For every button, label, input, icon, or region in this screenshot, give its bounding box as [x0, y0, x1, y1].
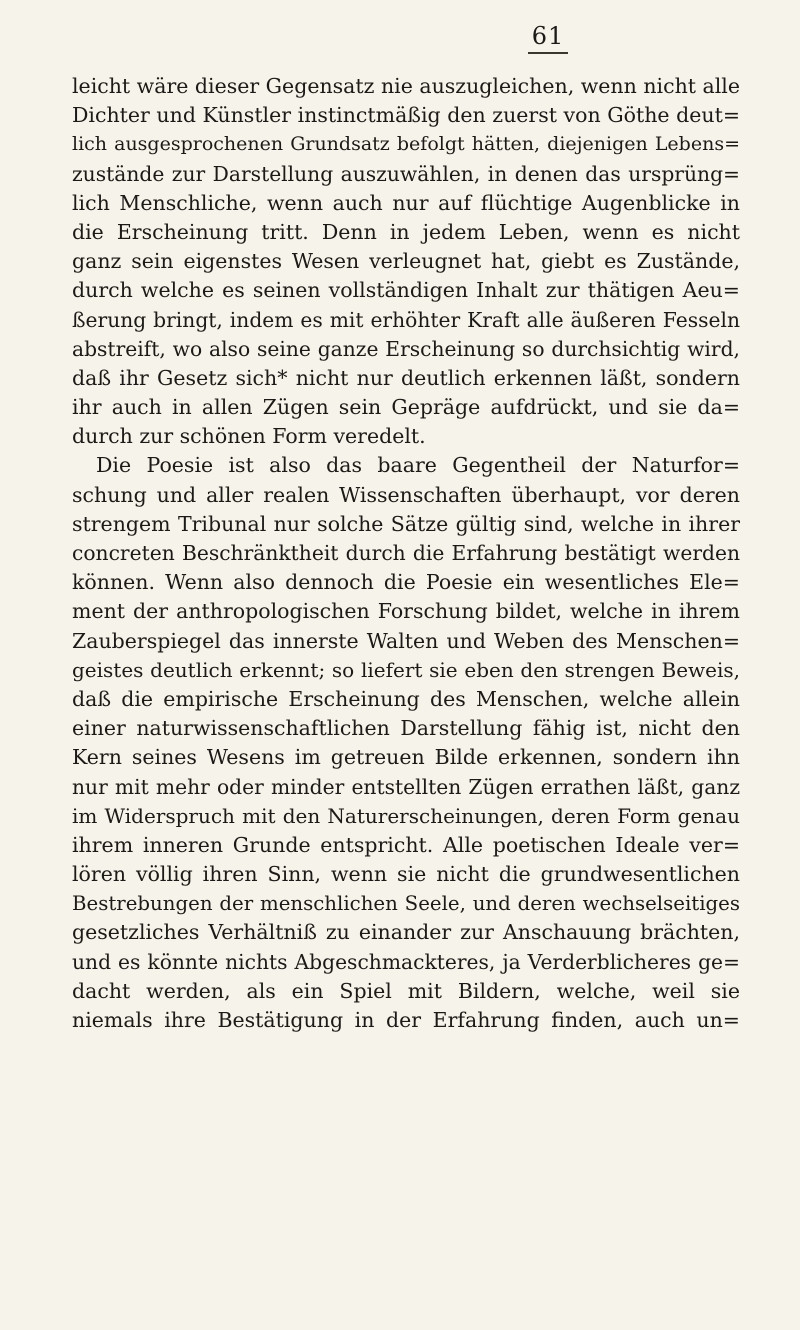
- text-line-3: lich ausgesprochenen Grundsatz befolgt hätten, diejenigen Lebens=: [72, 133, 740, 156]
- text-line-16: strengem Tribunal nur solche Sätze gültig sind, welche in ihrer: [72, 511, 740, 536]
- text-line-9: ßerung bringt, indem es mit erhöhter Kraft alle äußeren Fesseln: [72, 307, 740, 332]
- text-line-14: Die Poesie ist also das baare Gegentheil der Naturfor=: [96, 453, 740, 478]
- text-line-6: die Erscheinung tritt. Denn in jedem Leben, wenn es nicht: [72, 219, 740, 244]
- text-line-26: im Widerspruch mit den Naturerscheinungen, deren Form genau: [72, 803, 740, 828]
- text-line-17: concreten Beschränktheit durch die Erfahrung bestätigt werden: [72, 541, 740, 565]
- text-line-22: daß die empirische Erscheinung des Menschen, welche allein: [72, 686, 740, 711]
- body-text: [72, 72, 740, 1035]
- text-line-8: durch welche es seinen vollständigen Inhalt zur thätigen Aeu=: [72, 278, 740, 303]
- text-line-15: schung und aller realen Wissenschaften überhaupt, vor deren: [72, 482, 740, 507]
- text-line-29: Bestrebungen der menschlichen Seele, und deren wechselseitiges: [72, 892, 740, 916]
- text-line-19: ment der anthropologischen Forschung bildet, welche in ihrem: [72, 599, 740, 624]
- text-line-30: gesetzliches Verhältniß zu einander zur Anschauung brächten,: [72, 920, 740, 945]
- text-line-18: können. Wenn also dennoch die Poesie ein wesentliches Ele=: [72, 570, 740, 595]
- text-line-23: einer naturwissenschaftlichen Darstellung fähig ist, nicht den: [72, 716, 740, 741]
- text-line-12: ihr auch in allen Zügen sein Gepräge aufdrückt, und sie da=: [72, 395, 740, 420]
- text-line-7: ganz sein eigenstes Wesen verleugnet hat, giebt es Zustände,: [72, 249, 740, 274]
- text-line-13: durch zur schönen Form veredelt.: [72, 424, 426, 449]
- text-line-24: Kern seines Wesens im getreuen Bilde erkennen, sondern ihn: [72, 745, 740, 770]
- text-line-32: dacht werden, als ein Spiel mit Bildern, welche, weil sie: [72, 978, 740, 1003]
- text-line-1: leicht wäre dieser Gegensatz nie auszugleichen, wenn nicht alle: [72, 74, 740, 98]
- text-line-10: abstreift, wo also seine ganze Erscheinung so durchsichtig wird,: [72, 336, 740, 361]
- text-line-2: Dichter und Künstler instinctmäßig den zuerst von Göthe deut=: [72, 103, 740, 128]
- text-line-27: ihrem inneren Grunde entspricht. Alle poetischen Ideale ver=: [72, 832, 740, 857]
- page-number: [0, 22, 800, 54]
- text-line-31: und es könnte nichts Abgeschmackteres, ja Verderblicheres ge=: [72, 949, 740, 974]
- text-line-11: daß ihr Gesetz sich* nicht nur deutlich erkennen läßt, sondern: [72, 365, 740, 390]
- text-line-4: zustände zur Darstellung auszuwählen, in denen das ursprüng=: [72, 161, 740, 186]
- text-line-5: lich Menschliche, wenn auch nur auf flüchtige Augenblicke in: [72, 190, 740, 215]
- page-number-value: 61: [528, 22, 569, 54]
- text-line-28: lören völlig ihren Sinn, wenn sie nicht die grundwesentlichen: [72, 862, 740, 887]
- text-line-33: niemals ihre Bestätigung in der Erfahrung finden, auch un=: [72, 1008, 740, 1032]
- text-line-25: nur mit mehr oder minder entstellten Zügen errathen läßt, ganz: [72, 774, 740, 799]
- text-line-21: geistes deutlich erkennt; so liefert sie eben den strengen Beweis,: [72, 657, 740, 682]
- text-line-20: Zauberspiegel das innerste Walten und Weben des Menschen=: [72, 628, 740, 653]
